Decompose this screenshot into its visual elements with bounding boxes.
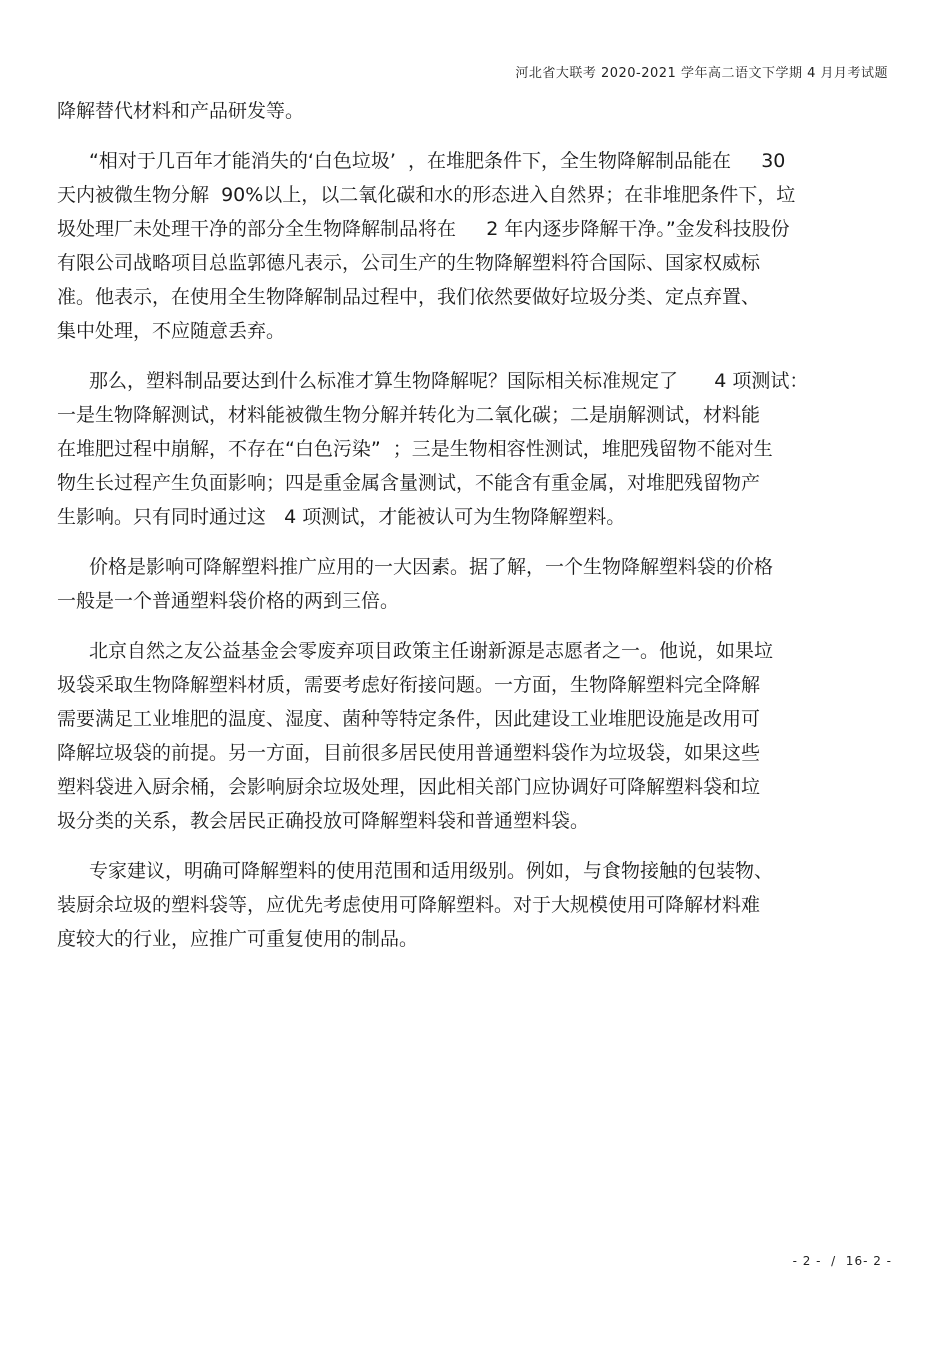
paragraph — [57, 854, 902, 956]
text-line: 价格是影响可降解塑料推广应用的一大因素。据了解，一个生物降解塑料袋的价格 — [89, 556, 774, 578]
paragraph — [57, 94, 902, 128]
text-line: 塑料袋进入厨余桶，会影响厨余垃圾处理，因此相关部门应协调好可降解塑料袋和垃 — [57, 776, 761, 798]
text-line: 一般是一个普通塑料袋价格的两到三倍。 — [57, 590, 400, 612]
text-line: 物生长过程产生负面影响；四是重金属含量测试，不能含有重金属，对堆肥残留物产 — [57, 472, 761, 494]
text-line: 生影响。只有同时通过这 4 项测试，才能被认可为生物降解塑料。 — [57, 506, 626, 528]
text-line: 圾处理厂未处理干净的部分全生物降解制品将在 2 年内逐步降解干净。”金发科技股份 — [57, 218, 790, 240]
text-line: 需要满足工业堆肥的温度、湿度、菌种等特定条件，因此建设工业堆肥设施是改用可 — [57, 708, 761, 730]
text-line: 那么，塑料制品要达到什么标准才算生物降解呢？国际相关标准规定了 4 项测试： — [89, 370, 809, 392]
text-line: 天内被微生物分解 90%以上，以二氧化碳和水的形态进入自然界；在非堆肥条件下，垃 — [57, 184, 796, 206]
page-number: - 2 - / 16- 2 - — [792, 1254, 892, 1268]
text-line: 专家建议，明确可降解塑料的使用范围和适用级别。例如，与食物接触的包装物、 — [89, 860, 774, 882]
text-line: 降解替代材料和产品研发等。 — [57, 100, 305, 122]
paragraph — [57, 144, 902, 348]
text-line: 北京自然之友公益基金会零废弃项目政策主任谢新源是志愿者之一。他说，如果垃 — [89, 640, 774, 662]
text-line: 一是生物降解测试，材料能被微生物分解并转化为二氧化碳；二是崩解测试，材料能 — [57, 404, 761, 426]
text-line: 装厨余垃圾的塑料袋等，应优先考虑使用可降解塑料。对于大规模使用可降解材料难 — [57, 894, 761, 916]
paragraph — [57, 550, 902, 618]
article-body — [57, 94, 902, 972]
text-line: 在堆肥过程中崩解，不存在“白色污染” ；三是生物相容性测试，堆肥残留物不能对生 — [57, 438, 773, 460]
page-header: 河北省大联考 2020-2021 学年高二语文下学期 4 月月考试题 — [515, 66, 888, 81]
text-line: 准。他表示，在使用全生物降解制品过程中，我们依然要做好垃圾分类、定点弃置、 — [57, 286, 761, 308]
text-line: 降解垃圾袋的前提。另一方面，目前很多居民使用普通塑料袋作为垃圾袋，如果这些 — [57, 742, 761, 764]
paragraph — [57, 634, 902, 838]
text-line: 有限公司战略项目总监郭德凡表示，公司生产的生物降解塑料符合国际、国家权威标 — [57, 252, 761, 274]
paragraph — [57, 364, 902, 534]
text-line: 集中处理，不应随意丢弃。 — [57, 320, 286, 342]
text-line: 圾袋采取生物降解塑料材质，需要考虑好衔接问题。一方面，生物降解塑料完全降解 — [57, 674, 761, 696]
text-line: “相对于几百年才能消失的‘白色垃圾’ ，在堆肥条件下，全生物降解制品能在 30 — [89, 150, 786, 172]
text-line: 度较大的行业，应推广可重复使用的制品。 — [57, 928, 419, 950]
text-line: 圾分类的关系，教会居民正确投放可降解塑料袋和普通塑料袋。 — [57, 810, 590, 832]
